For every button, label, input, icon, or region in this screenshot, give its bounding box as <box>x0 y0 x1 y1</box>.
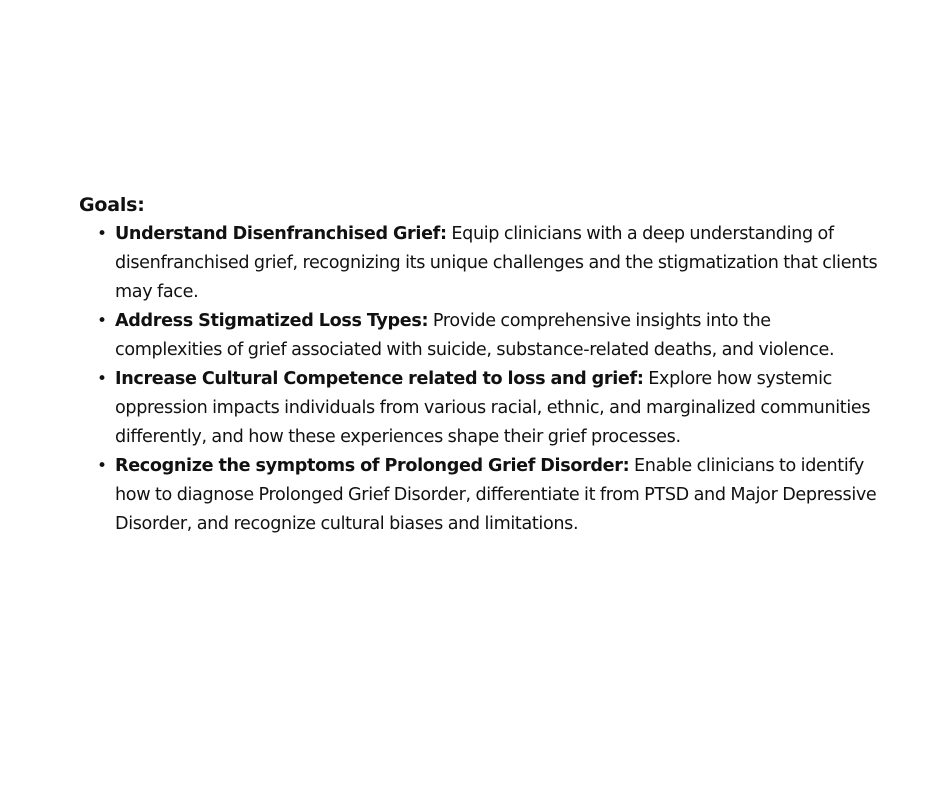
goal-title: Address Stigmatized Loss Types: <box>115 311 429 331</box>
bullet-icon: • <box>97 456 107 476</box>
bullet-icon: • <box>97 369 107 389</box>
goal-title: Understand Disenfranchised Grief: <box>115 224 447 244</box>
goal-text: Provide comprehensive insights into the complexities of grief associated with suicide, substance-related deaths, and violence. <box>115 311 835 360</box>
goal-item-prolonged-grief <box>97 452 879 539</box>
goal-title: Recognize the symptoms of Prolonged Grief Disorder: <box>115 456 630 476</box>
bullet-icon: • <box>97 224 107 244</box>
goal-item-cultural-competence <box>97 365 879 452</box>
goals-section <box>79 191 879 539</box>
bullet-icon: • <box>97 311 107 331</box>
goals-list <box>79 220 879 539</box>
goal-text: Explore how systemic oppression impacts individuals from various racial, ethnic, and marginalized communities differently, and how these experiences shape their grief processes. <box>115 369 871 447</box>
goal-text: Equip clinicians with a deep understanding of disenfranchised grief, recognizing its unique challenges and the stigmatization that clients may face. <box>115 224 878 302</box>
goal-text: Enable clinicians to identify how to diagnose Prolonged Grief Disorder, differentiate it from PTSD and Major Depressive Disorder, and recognize cultural biases and limitations. <box>115 456 877 534</box>
goals-heading: Goals: <box>79 194 145 216</box>
goal-item-stigmatized-loss <box>97 307 879 365</box>
goal-item-understand-grief <box>97 220 879 307</box>
goal-title: Increase Cultural Competence related to loss and grief: <box>115 369 644 389</box>
